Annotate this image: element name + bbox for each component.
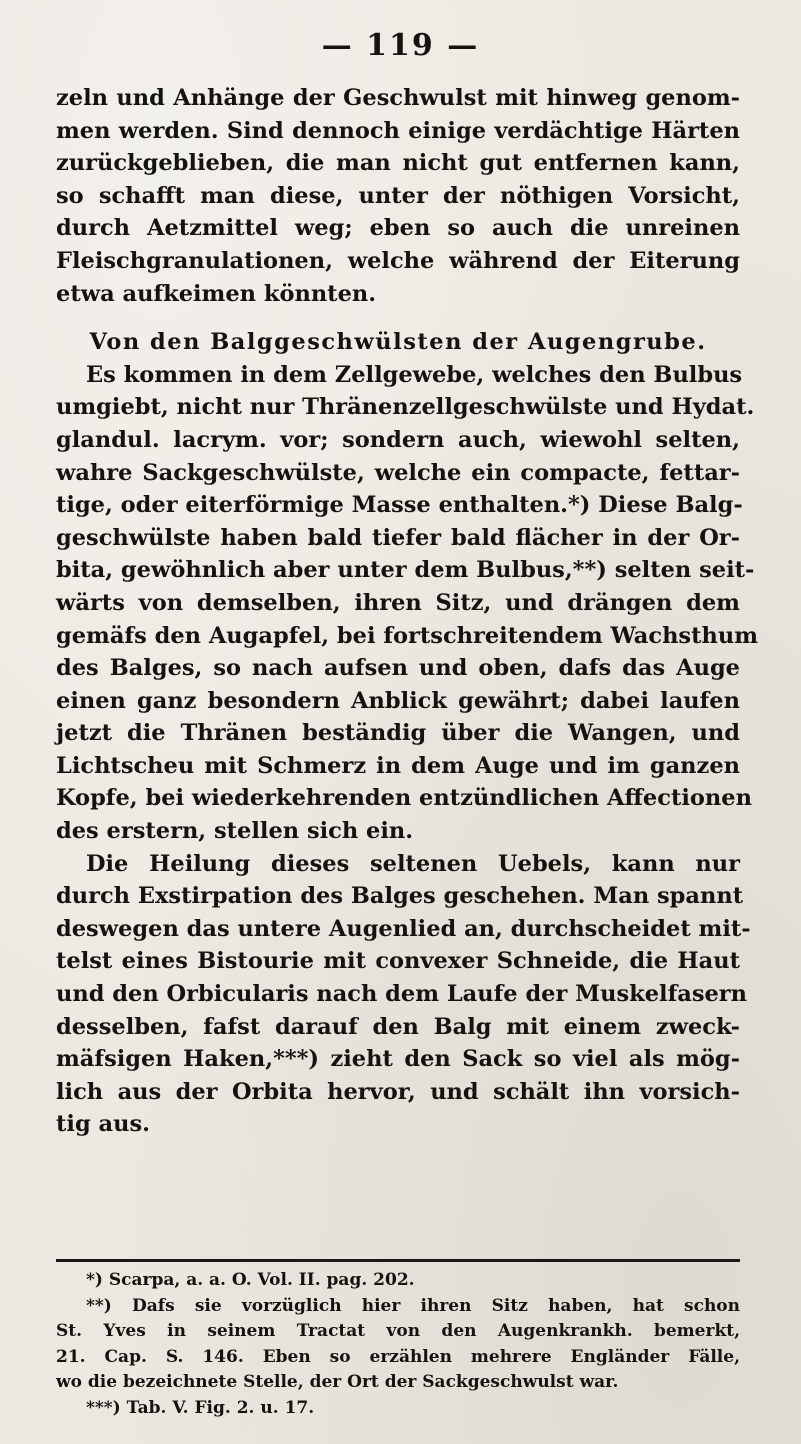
text-line: glandul. lacrym. vor; sondern auch, wiewohl selten, [56,426,740,453]
text-line: men werden. Sind dennoch einige verdächtige Härten [56,117,740,144]
text-line: durch Exstirpation des Balges geschehen. Man spannt [56,883,744,910]
text-line: geschwülste haben bald tiefer bald flächer in der Or- [56,524,740,551]
text-line: des Balges, so nach aufsen und oben, dafs das Auge [56,655,740,682]
text-line: zurückgeblieben, die man nicht gut entfernen kann, [56,150,740,177]
spacer [56,310,740,326]
footnote-2-line: St. Yves in seinem Tractat von den Augenkrankh. bemerkt, [56,1321,740,1341]
footnote-2-line: **) Dafs sie vorzüglich hier ihren Sitz haben, hat schon [86,1295,740,1316]
text-line: Kopfe, bei wiederkehrenden entzündlichen Affectionen [56,785,752,812]
section-heading: Von den Balggeschwülsten der Augengrube. [89,329,707,356]
footnotes [56,1268,740,1421]
text-line: Lichtscheu mit Schmerz in dem Auge und im ganzen [56,752,740,779]
paragraph-2 [56,359,759,848]
paragraph-3 [56,848,751,1141]
text-line: und den Orbicularis nach dem Laufe der Muskelfasern [56,981,748,1008]
text-line: gemäfs den Augapfel, bei fortschreitendem Wachsthum [56,622,759,649]
text-line: tige, oder eiterförmige Masse enthalten.*) Diese Balg- [56,492,743,519]
footnote-2-line: wo die bezeichnete Stelle, der Ort der Sackgeschwulst war. [56,1372,619,1392]
text-line: jetzt die Thränen beständig über die Wangen, und [56,720,740,747]
text-line: tig aus. [56,1111,150,1138]
text-line: Die Heilung dieses seltenen Uebels, kann nur [86,850,740,877]
paragraph-1 [56,82,740,310]
text-line: so schafft man diese, unter der nöthigen Vorsicht, [56,182,740,209]
text-line: etwa aufkeimen könnten. [56,280,377,307]
footnote-3: ***) Tab. V. Fig. 2. u. 17. [86,1397,315,1418]
text-line: wärts von demselben, ihren Sitz, und drängen dem [56,589,740,616]
footnote-2-line: 21. Cap. S. 146. Eben so erzählen mehrere Engländer Fälle, [56,1346,740,1367]
text-line: bita, gewöhnlich aber unter dem Bulbus,**) selten seit- [56,557,755,584]
text-line: telst eines Bistourie mit convexer Schneide, die Haut [56,948,740,975]
text-line: desselben, fafst darauf den Balg mit einem zweck- [56,1013,740,1040]
text-line: deswegen das untere Augenlied an, durchscheidet mit- [56,915,751,942]
text-line: zeln und Anhänge der Geschwulst mit hinweg genom- [56,85,740,111]
text-line: umgiebt, nicht nur Thränenzellgeschwülste und Hydat. [56,394,755,421]
footnote-divider [56,1259,740,1262]
text-line: einen ganz besondern Anblick gewährt; dabei laufen [56,687,740,714]
text-line: durch Aetzmittel weg; eben so auch die unreinen [56,215,740,242]
text-line: wahre Sackgeschwülste, welche ein compacte, fettar- [56,459,740,486]
text-line: lich aus der Orbita hervor, und schält ihn vorsich- [56,1078,740,1105]
page-number: — 119 — [321,28,480,63]
footnote-1: *) Scarpa, a. a. O. Vol. II. pag. 202. [86,1270,415,1290]
text-line: Es kommen in dem Zellgewebe, welches den Bulbus [86,361,743,388]
main-text [56,82,759,1141]
text-line: mäfsigen Haken,***) zieht den Sack so viel als mög- [56,1046,740,1073]
text-line: des erstern, stellen sich ein. [56,818,414,845]
text-line: Fleischgranulationen, welche während der Eiterung [56,247,740,274]
